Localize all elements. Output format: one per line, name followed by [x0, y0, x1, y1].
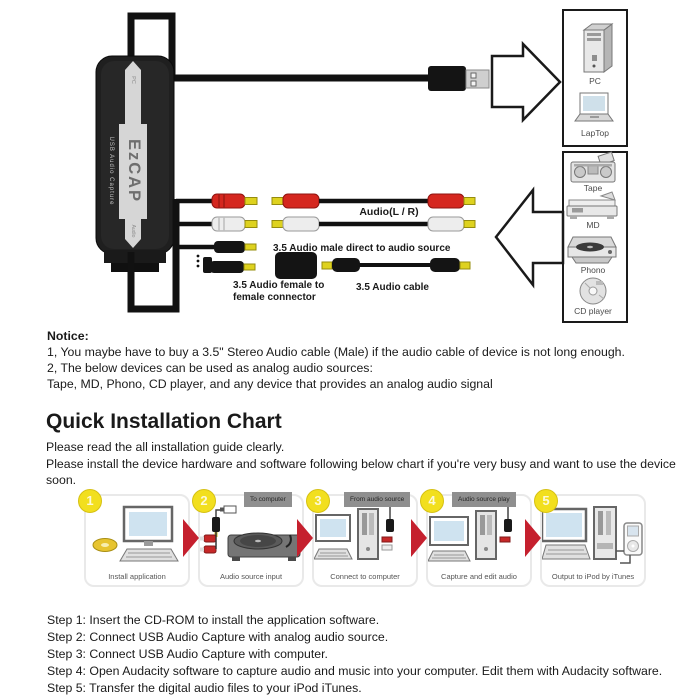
quick-installation-section [46, 410, 698, 489]
female-female-connector-icon [275, 252, 317, 279]
step-number-badge: 4 [420, 489, 444, 513]
connect-to-computer-icon [314, 505, 420, 567]
usb-cable [131, 16, 430, 78]
flow-header-bar: From audio source [344, 492, 410, 507]
computer-box [563, 10, 627, 146]
quick-installation-title: Quick Installation Chart [46, 410, 282, 433]
flow-caption: Output to iPod by iTunes [551, 572, 635, 581]
device-product-label: USB Audio Capture [108, 136, 114, 206]
step-5-text: Step 5: Transfer the digital audio files to your iPod iTunes. [47, 681, 362, 695]
phono-turntable-icon [568, 237, 616, 263]
step-number-badge: 5 [534, 489, 558, 513]
step-number-badge: 1 [78, 489, 102, 513]
flow-panel-capture-edit [426, 494, 532, 587]
flow-arrow-icon [411, 519, 427, 557]
notice-line-3: Tape, MD, Phono, CD player, and any device that provides an analog audio signal [47, 377, 493, 391]
audio-source-box [563, 152, 627, 322]
notice-title: Notice: [47, 329, 89, 343]
cd-player-icon [580, 278, 606, 304]
flow-arrow-icon [183, 519, 199, 557]
usb-plug-icon [428, 66, 489, 91]
tape-label: Tape [583, 183, 603, 193]
laptop-label: LapTop [581, 128, 609, 138]
connection-diagram [0, 0, 700, 330]
step-3-text: Step 3: Connect USB Audio Capture with computer. [47, 647, 328, 661]
laptop-icon [575, 93, 613, 121]
rca-red-pigtail-icon [176, 194, 257, 208]
audio-cable-label: 3.5 Audio cable [356, 282, 429, 293]
flow-panel-connect-computer [312, 494, 418, 587]
flow-panel-install [84, 494, 190, 587]
output-to-ipod-icon [542, 505, 648, 567]
step-2-text: Step 2: Connect USB Audio Capture with analog audio source. [47, 630, 389, 644]
flow-panel-audio-source [198, 494, 304, 587]
cd-player-label: CD player [574, 306, 612, 316]
notice-line-1: 1, You maybe have to buy a 3.5" Stereo Audio cable (Male) if the audio cable of device is not long enough. [47, 345, 625, 359]
qic-intro-line-2: Please install the device hardware and software following below chart if you're very busy and want to use the device [46, 456, 676, 471]
notice-section [47, 328, 697, 392]
arrow-from-audio-source-icon [496, 190, 563, 285]
flow-caption: Capture and edit audio [441, 572, 517, 581]
steps-section [47, 612, 699, 697]
audio-35mm-cable-icon [322, 258, 470, 272]
rca-white-pigtail-icon [176, 217, 257, 231]
pc-tower-icon [584, 24, 612, 72]
qic-intro-line-3: soon. [46, 473, 77, 487]
installation-flowchart [84, 494, 670, 592]
arrow-to-computer-icon [492, 44, 560, 120]
audio-female-label-line2: female connector [233, 292, 316, 303]
device-top-port-label: PC [130, 76, 136, 84]
flow-header-bar: To computer [244, 492, 292, 507]
audio-source-input-icon [200, 505, 306, 567]
step-number-badge: 3 [306, 489, 330, 513]
audio-35mm-angle-plug-icon [197, 255, 255, 273]
flow-arrow-icon [297, 519, 313, 557]
step-4-text: Step 4: Open Audacity software to capture audio and music into your computer. Edit them with Audacity software. [47, 664, 663, 678]
device-brand-label: EzCAP [125, 138, 143, 204]
capture-edit-audio-icon [428, 505, 534, 567]
step-1-text: Step 1: Insert the CD-ROM to install the application software. [47, 613, 380, 627]
flow-caption: Install application [108, 572, 166, 581]
step-number-badge: 2 [192, 489, 216, 513]
phono-label: Phono [580, 265, 606, 275]
flow-caption: Connect to computer [330, 572, 400, 581]
install-application-icon [86, 505, 192, 567]
md-label: MD [586, 220, 600, 230]
rca-white-extension-icon [272, 217, 475, 231]
flow-header-bar: Audio source play [452, 492, 516, 507]
qic-intro-line-1: Please read the all installation guide clearly. [46, 440, 285, 454]
flow-panel-output-ipod [540, 494, 646, 587]
notice-line-2: 2, The below devices can be used as analog audio sources: [47, 361, 373, 375]
flow-caption: Audio source input [219, 572, 283, 581]
audio-35mm-plug-icon [176, 241, 256, 253]
ezcap-device [96, 56, 174, 272]
audio-lr-label: Audio(L / R) [359, 206, 419, 218]
audio-female-label-line1: 3.5 Audio female to [233, 280, 325, 291]
device-bottom-port-label: Audio [130, 224, 136, 238]
pc-label: PC [589, 76, 601, 86]
audio-male-label: 3.5 Audio male direct to audio source [273, 243, 451, 254]
flow-arrow-icon [525, 519, 541, 557]
